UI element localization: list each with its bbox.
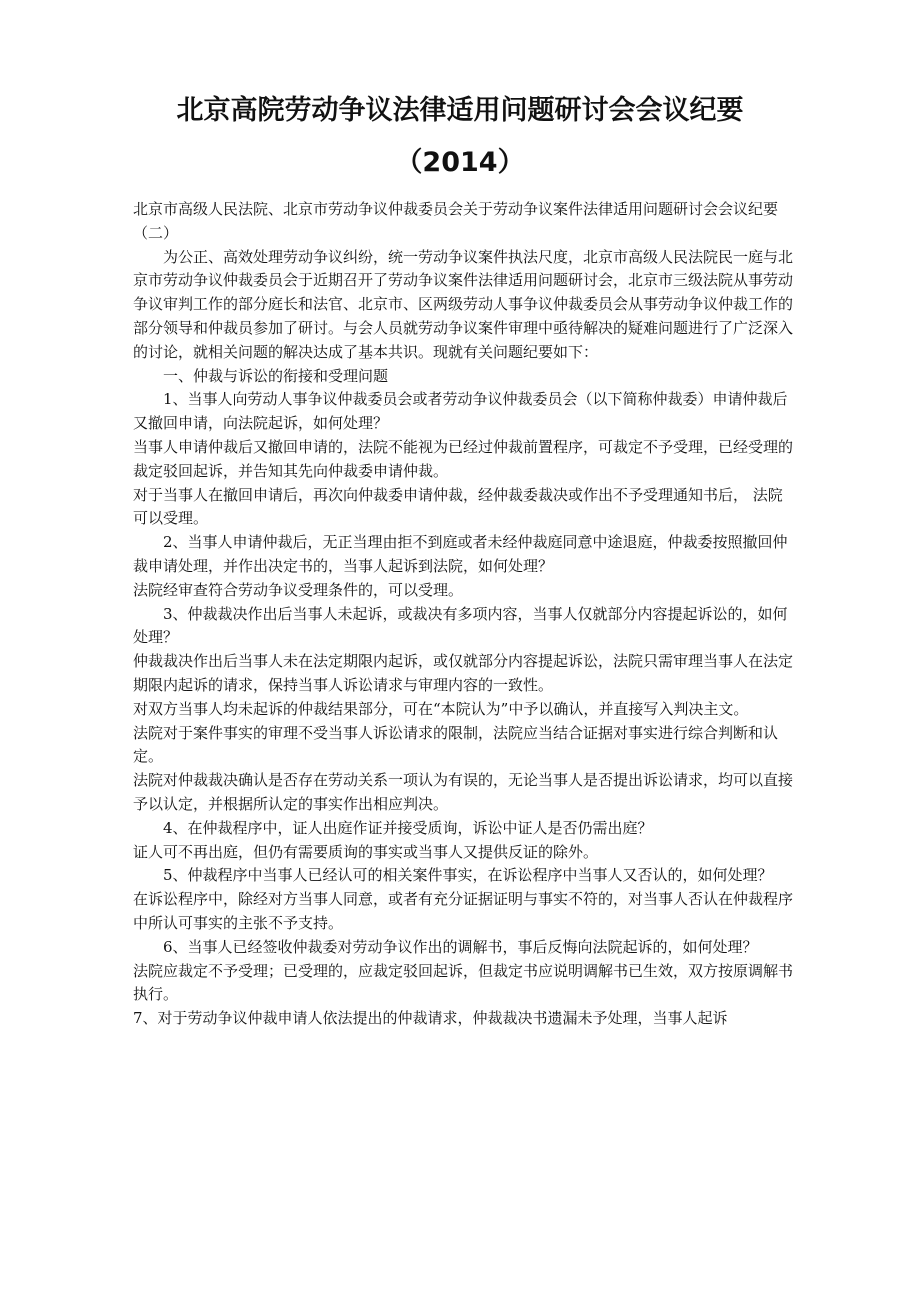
paragraph: 6、当事人已经签收仲裁委对劳动争议作出的调解书，事后反悔向法院起诉的，如何处理？ — [163, 937, 758, 956]
paragraph: 法院应裁定不予受理；已受理的，应裁定驳回起诉，但裁定书应说明调解书已生效，双方按原调解书执行。 — [133, 961, 794, 1004]
paragraph: 法院对仲裁裁决确认是否存在劳动关系一项认为有误的，无论当事人是否提出诉讼请求，均可以直接予以认定，并根据所认定的事实作出相应判决。 — [133, 771, 794, 813]
paragraph: 北京市高级人民法院、北京市劳动争议仲裁委员会关于劳动争议案件法律适用问题研讨会会议纪要（二） — [133, 200, 779, 242]
paragraph: 5、仲裁程序中当事人已经认可的相关案件事实，在诉讼程序中当事人又否认的，如何处理？ — [163, 866, 773, 885]
document-year: （2014） — [395, 147, 525, 178]
paragraph: 对于当事人在撤回申请后，再次向仲裁委申请仲裁，经仲裁委裁决或作出不予受理通知书后， 法院可以受理。 — [133, 485, 783, 528]
paragraph: 3、仲裁裁决作出后当事人未起诉，或裁决有多项内容，当事人仅就部分内容提起诉讼的，如何处理？ — [133, 604, 788, 647]
paragraph: 仲裁裁决作出后当事人未在法定期限内起诉，或仅就部分内容提起诉讼，法院只需审理当事人在法定期限内起诉的请求，保持当事人诉讼请求与审理内容的一致性。 — [133, 652, 794, 694]
document-title: 北京高院劳动争议法律适用问题研讨会会议纪要 — [176, 95, 744, 126]
paragraph: 一、仲裁与诉讼的衔接和受理问题 — [163, 366, 389, 385]
paragraph: 在诉讼程序中，除经对方当事人同意，或者有充分证据证明与事实不符的，对当事人否认在仲裁程序中所认可事实的主张不予支持。 — [133, 890, 794, 932]
paragraph: 对双方当事人均未起诉的仲裁结果部分，可在“本院认为”中予以确认，并直接写入判决主文。 — [133, 699, 749, 718]
paragraph: 证人可不再出庭，但仍有需要质询的事实或当事人又提供反证的除外。 — [133, 842, 599, 861]
paragraph: 当事人申请仲裁后又撤回申请的，法院不能视为已经过仲裁前置程序，可裁定不予受理，已经受理的裁定驳回起诉，并告知其先向仲裁委申请仲裁。 — [133, 437, 794, 480]
paragraph: 法院对于案件事实的审理不受当事人诉讼请求的限制，法院应当结合证据对事实进行综合判断和认定。 — [133, 723, 779, 766]
paragraph: 为公正、高效处理劳动争议纠纷，统一劳动争议案件执法尺度，北京市高级人民法院民一庭与北京市劳动争议仲裁委员会于近期召开了劳动争议案件法律适用问题研讨会，北京市三级法院从事劳动争议审判工作的部分庭长和法官、北京市、区两级劳动人事争议仲裁委员会从事劳动争议仲裁工作的部分领导和仲裁员参加了研讨。与会人员就劳动争议案件审理中亟待解决的疑难问题进行了广泛深入的讨论，就相关问题的解决达成了基本共识。现就有关问题纪要如下： — [133, 247, 794, 361]
paragraph: 1、当事人向劳动人事争议仲裁委员会或者劳动争议仲裁委员会（以下简称仲裁委）申请仲裁后又撤回申请，向法院起诉，如何处理？ — [133, 390, 788, 433]
paragraph: 4、在仲裁程序中，证人出庭作证并接受质询，诉讼中证人是否仍需出庭？ — [163, 818, 653, 837]
paragraph: 2、当事人申请仲裁后，无正当理由拒不到庭或者未经仲裁庭同意中途退庭，仲裁委按照撤回仲裁申请处理，并作出决定书的，当事人起诉到法院，如何处理？ — [133, 533, 788, 575]
paragraph: 7、对于劳动争议仲裁申请人依法提出的仲裁请求，仲裁裁决书遗漏未予处理，当事人起诉 — [133, 1009, 728, 1028]
paragraph: 法院经审查符合劳动争议受理条件的，可以受理。 — [133, 580, 464, 599]
document-body — [133, 198, 793, 1031]
